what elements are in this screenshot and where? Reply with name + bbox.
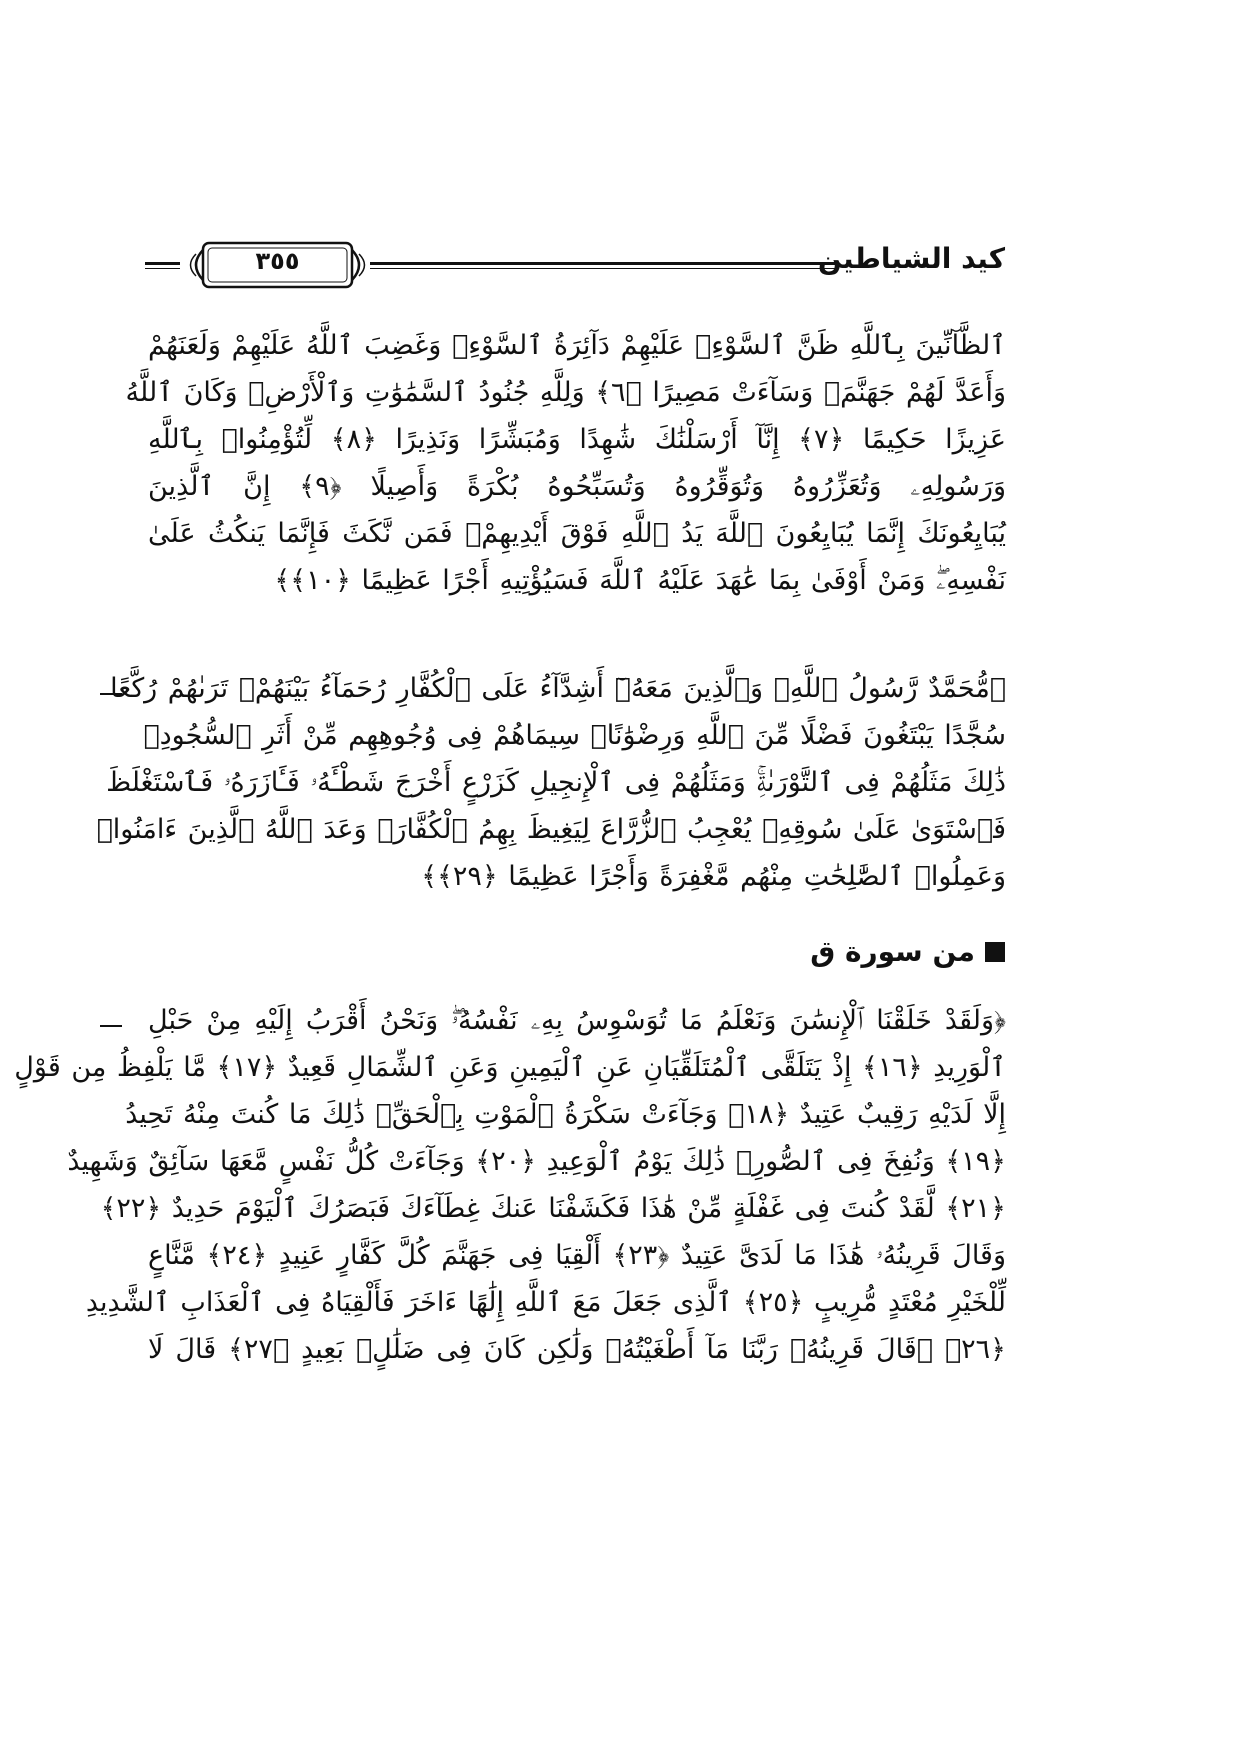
section-heading-text: من سورة ق [810,935,975,968]
verse-line: ﴿وَلَقَدْ خَلَقْنَا ٱلْإِنسَٰنَ وَنَعْلَمُ مَا تُوَسْوِسُ بِهِۦ نَفْسُهُۥۖ وَنَحْنُ أَقْرَبُ إِلَيْهِ مِنْ حَبْلِ [148,1005,1006,1036]
verse-line: يُبَايِعُونَكَ إِنَّمَا يُبَايِعُونَ ٱللَّهَ يَدُ ٱللَّهِ فَوْقَ أَيْدِيهِمْۚ فَمَن نَّكَثَ فَإِنَّمَا يَنكُثُ عَلَىٰ [148,518,1006,549]
verse-line: ﴿٢١﴾ لَّقَدْ كُنتَ فِى غَفْلَةٍ مِّنْ هَٰذَا فَكَشَفْنَا عَنكَ غِطَآءَكَ فَبَصَرُكَ ٱلْيَوْمَ حَدِيدٌ ﴿٢٢﴾ [100,1193,1006,1224]
verse-line: لِّلْخَيْرِ مُعْتَدٍ مُّرِيبٍ ﴿٢٥﴾ ٱلَّذِى جَعَلَ مَعَ ٱللَّهِ إِلَٰهًا ءَاخَرَ فَأَلْقِيَاهُ فِى ٱلْعَذَابِ ٱلشَّدِيدِ [85,1287,1006,1318]
page-number: ٣٥٥ [255,247,300,275]
verse-line: فَٱسْتَوَىٰ عَلَىٰ سُوقِهِۦ يُعْجِبُ ٱلزُّرَّاعَ لِيَغِيظَ بِهِمُ ٱلْكُفَّارَۗ وَعَدَ ٱللَّهُ ٱلَّذِينَ ءَامَنُوا۟ [96,814,1006,845]
verse-line: ٱلظَّآنِّينَ بِٱللَّهِ ظَنَّ ٱلسَّوْءِۚ عَلَيْهِمْ دَآئِرَةُ ٱلسَّوْءِۖ وَغَضِبَ ٱللَّهُ عَلَيْهِمْ وَلَعَنَهُمْ [148,330,1006,361]
passage-1 [125,322,1007,604]
verse-line: ﴿مُّحَمَّدٌ رَّسُولُ ٱللَّهِۚ وَٱلَّذِينَ مَعَهُۥٓ أَشِدَّآءُ عَلَى ٱلْكُفَّارِ رُحَمَآءُ بَيْنَهُمْۖ تَرَىٰهُمْ رُكَّعًا [110,673,1006,704]
verse-line: وَأَعَدَّ لَهُمْ جَهَنَّمَۖ وَسَآءَتْ مَصِيرًا ﴿٦﴾ وَلِلَّهِ جُنُودُ ٱلسَّمَٰوَٰتِ وَٱلْأَرْضِۚ وَكَانَ ٱللَّهُ [125,377,1006,408]
verse-line: ﴿٢٦﴾ ۞قَالَ قَرِينُهُۥ رَبَّنَا مَآ أَطْغَيْتُهُۥ وَلَٰكِن كَانَ فِى ضَلَٰلٍۭ بَعِيدٍ ﴿٢٧﴾ قَالَ لَا [148,1334,1006,1365]
verse-line: ﴿١٩﴾ وَنُفِخَ فِى ٱلصُّورِۚ ذَٰلِكَ يَوْمُ ٱلْوَعِيدِ ﴿٢٠﴾ وَجَآءَتْ كُلُّ نَفْسٍ مَّعَهَا سَآئِقٌ وَشَهِيدٌ [67,1146,1006,1177]
verse-line: نَفْسِهِۦۖ وَمَنْ أَوْفَىٰ بِمَا عَٰهَدَ عَلَيْهُ ٱللَّهَ فَسَيُؤْتِيهِ أَجْرًا عَظِيمًا ﴿١٠﴾﴾ [274,565,1006,596]
verse-line: ٱلْوَرِيدِ ﴿١٦﴾ إِذْ يَتَلَقَّى ٱلْمُتَلَقِّيَانِ عَنِ ٱلْيَمِينِ وَعَنِ ٱلشِّمَالِ قَعِيدٌ ﴿١٧﴾ مَّا يَلْفِظُ مِن قَوْلٍ [14,1052,1006,1083]
verse-line: إِلَّا لَدَيْهِ رَقِيبٌ عَتِيدٌ ﴿١٨﴾ وَجَآءَتْ سَكْرَةُ ٱلْمَوْتِ بِٱلْحَقِّۖ ذَٰلِكَ مَا كُنتَ مِنْهُ تَحِيدُ [125,1099,1006,1130]
passage-3 [14,997,1006,1373]
verse-line: وَرَسُولِهِۦ وَتُعَزِّرُوهُ وَتُوَقِّرُوهُ وَتُسَبِّحُوهُ بُكْرَةً وَأَصِيلًا ﴿٩﴾ إِنَّ ٱلَّذِينَ [148,471,1006,502]
square-bullet-icon [985,942,1005,962]
verse-line: وَقَالَ قَرِينُهُۥ هَٰذَا مَا لَدَىَّ عَتِيدٌ ﴿٢٣﴾ أَلْقِيَا فِى جَهَنَّمَ كُلَّ كَفَّارٍ عَنِيدٍ ﴿٢٤﴾ مَّنَّاعٍ [148,1240,1006,1271]
page-number-frame [185,240,370,290]
verse-line: سُجَّدًا يَبْتَغُونَ فَضْلًا مِّنَ ٱللَّهِ وَرِضْوَٰنًاۖ سِيمَاهُمْ فِى وُجُوهِهِم مِّنْ أَثَرِ ٱلسُّجُودِۚ [143,720,1006,751]
header-rule-left [145,262,180,269]
header-rule [370,262,835,269]
list-dash [100,1025,122,1027]
section-heading [810,935,1005,968]
verse-line: ذَٰلِكَ مَثَلُهُمْ فِى ٱلتَّوْرَىٰةِۚ وَمَثَلُهُمْ فِى ٱلْإِنجِيلِ كَزَرْعٍ أَخْرَجَ شَطْـَٔهُۥ فَـَٔازَرَهُۥ فَٱسْتَغْلَظَ [106,767,1006,798]
verse-line: وَعَمِلُوا۟ ٱلصَّٰلِحَٰتِ مِنْهُم مَّغْفِرَةً وَأَجْرًا عَظِيمًا ﴿٢٩﴾﴾ [421,861,1006,892]
verse-line: عَزِيزًا حَكِيمًا ﴿٧﴾ إِنَّآ أَرْسَلْنَٰكَ شَٰهِدًا وَمُبَشِّرًا وَنَذِيرًا ﴿٨﴾ لِّتُؤْمِنُوا۟ بِٱللَّهِ [148,424,1007,455]
running-title: كيد الشياطين [817,242,1005,275]
passage-2 [96,665,1006,900]
page-header [145,236,1005,296]
